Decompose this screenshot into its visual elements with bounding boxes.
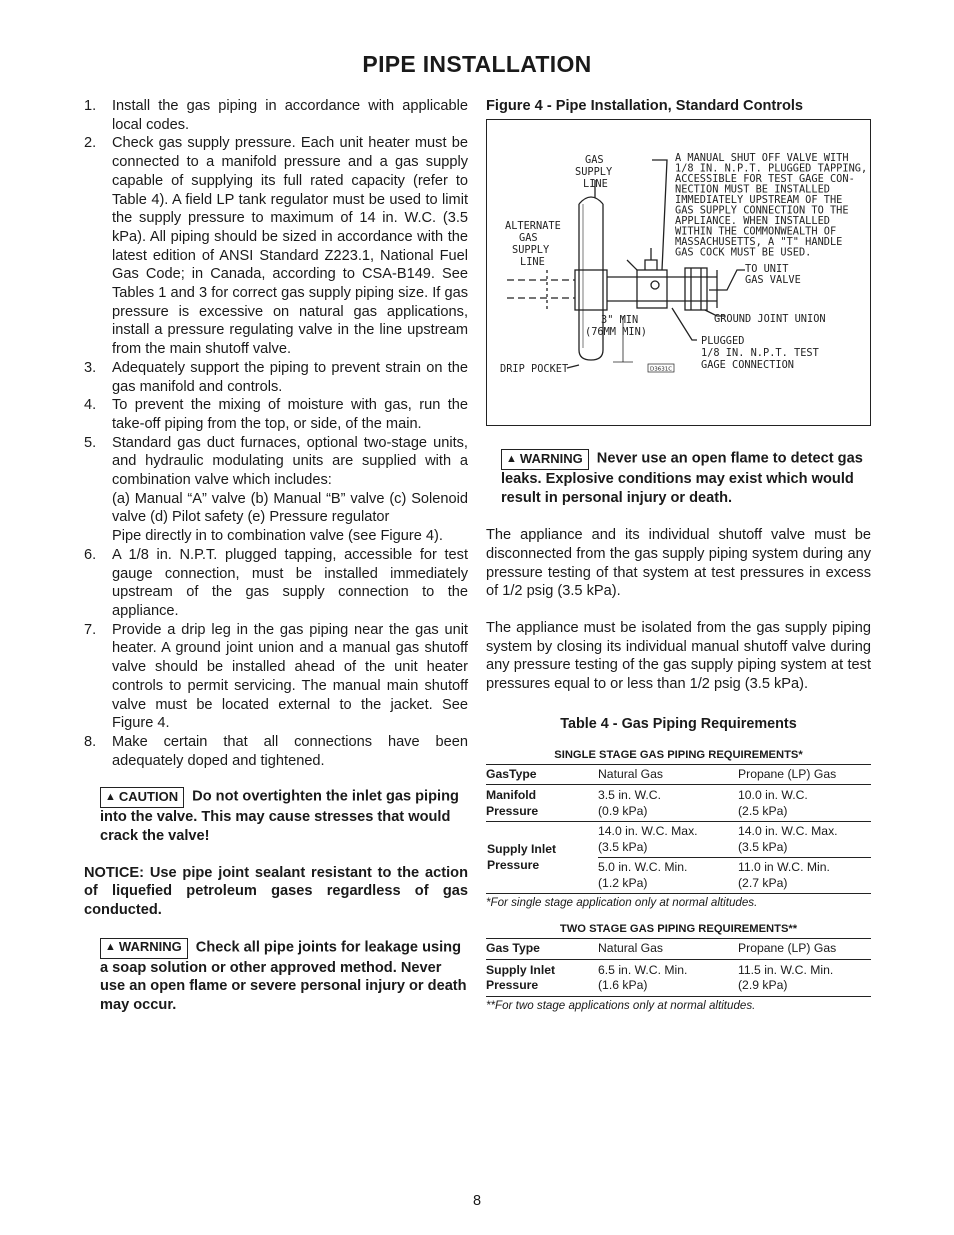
figure-label: GAS bbox=[519, 232, 538, 244]
caution-badge-label: CAUTION bbox=[118, 789, 179, 805]
figure-label: TO UNIT bbox=[745, 263, 789, 275]
cell-line: 5.0 in. W.C. Min. bbox=[598, 860, 688, 875]
page-number: 8 bbox=[472, 1193, 482, 1209]
step-number: 7. bbox=[84, 621, 97, 638]
table-row bbox=[486, 959, 871, 996]
table-cell bbox=[738, 822, 871, 858]
step-number: 1. bbox=[84, 98, 97, 114]
table-cell bbox=[598, 785, 738, 822]
paragraph: The appliance must be isolated from the gas supply piping system by closing its individual manual shutoff valve during any pressure testing of the gas supply piping system at test pressures equal to or less than 1/2 psig (3.5 kPa). bbox=[486, 620, 871, 693]
warning-callout bbox=[486, 449, 871, 507]
cell-line: 11.0 in W.C. Min. bbox=[738, 860, 830, 875]
right-column bbox=[486, 97, 871, 116]
table-cell bbox=[598, 858, 738, 894]
list-item bbox=[84, 546, 468, 621]
table-title: Table 4 - Gas Piping Requirements bbox=[560, 715, 797, 732]
cell-line: (1.2 kPa) bbox=[598, 875, 648, 890]
cell-line: 14.0 in. W.C. Max. bbox=[598, 824, 698, 839]
table-cell bbox=[598, 959, 738, 996]
list-item bbox=[84, 621, 468, 733]
pipe-diagram bbox=[487, 120, 870, 425]
cell-line: (2.7 kPa) bbox=[738, 875, 788, 890]
row-label-text: Supply Inlet Pressure bbox=[487, 842, 557, 872]
row-label bbox=[486, 959, 598, 996]
warning-badge-label: WARNING bbox=[519, 450, 583, 466]
figure-label: GAS SUPPLY CONNECTION TO THE bbox=[675, 204, 849, 217]
list-item bbox=[84, 396, 468, 433]
step-text: To prevent the mixing of moisture with gas, run the take-off piping from the top, or side, of the main. bbox=[112, 397, 468, 432]
figure-caption: Figure 4 - Pipe Installation, Standard Controls bbox=[486, 98, 804, 114]
cell-line: (1.6 kPa) bbox=[598, 978, 648, 993]
right-lower bbox=[486, 449, 871, 1012]
cell-line: (2.9 kPa) bbox=[738, 978, 788, 993]
step-text: Check gas supply pressure. Each unit heater must be connected to a manifold pressure and a gas supply capable of supplying its full rated capacity (refer to Table 4). A field LP tank regulator must be used to limit the supply pressure to maximum of 14 in. W.C. (3.5 kPa). All piping should be sized in accordance with the latest edition of ANSI Standard Z223.1, National Fuel Gas Code; in Canada, according to CSA-B149. See Tables 1 and 3 for correct gas supply piping size. If gas pressure is excessive on natural gas applications, install a pressure regulating valve in the line upstream from the main shutoff valve. bbox=[112, 135, 468, 358]
cell-line: (3.5 kPa) bbox=[738, 839, 788, 854]
figure-label: PLUGGED bbox=[701, 335, 745, 347]
figure-label: GAS COCK MUST BE USED. bbox=[675, 246, 812, 259]
warning-badge bbox=[501, 449, 589, 470]
step-text: Adequately support the piping to prevent strain on the gas manifold and controls. bbox=[112, 359, 468, 395]
figure-label: IMMEDIATELY UPSTREAM OF THE bbox=[675, 194, 843, 206]
figure-label: GAGE CONNECTION bbox=[701, 359, 794, 371]
step-number: 6. bbox=[84, 546, 97, 563]
table-header: GasType bbox=[486, 766, 537, 781]
warning-text: Never use an open flame to detect gas leaks. Explosive conditions may exist which would result in personal injury or death. bbox=[501, 450, 863, 506]
figure-label: NECTION MUST BE INSTALLED bbox=[675, 183, 830, 196]
cell-line: (3.5 kPa) bbox=[598, 839, 648, 854]
table-header: Natural Gas bbox=[598, 766, 664, 781]
table-cell bbox=[598, 822, 738, 858]
table-header: Propane (LP) Gas bbox=[738, 766, 837, 781]
table-header: Propane (LP) Gas bbox=[738, 941, 837, 956]
table-cell bbox=[738, 785, 871, 822]
cell-line: 3.5 in. W.C. bbox=[598, 788, 661, 803]
cell-line: 14.0 in. W.C. Max. bbox=[738, 824, 838, 839]
figure-label: GROUND JOINT UNION bbox=[714, 313, 826, 325]
page-title: PIPE INSTALLATION bbox=[362, 51, 592, 77]
step-number: 3. bbox=[84, 359, 97, 376]
figure-label: SUPPLY bbox=[512, 244, 550, 256]
caution-callout bbox=[84, 787, 468, 845]
figure-label: LINE bbox=[520, 256, 545, 268]
cell-line: 11.5 in. W.C. Min. bbox=[738, 962, 834, 977]
figure-label: GAS VALVE bbox=[745, 274, 801, 286]
figure-label: 3" MIN bbox=[601, 314, 639, 326]
step-number: 8. bbox=[84, 733, 97, 750]
figure-label: SUPPLY bbox=[575, 166, 613, 178]
valve-components: (a) Manual “A” valve (b) Manual “B” valve (c) Solenoid valve (d) Pilot safety (e) Pressure regulator bbox=[112, 490, 468, 526]
two-stage-table bbox=[486, 938, 871, 997]
caution-badge bbox=[100, 787, 184, 808]
warning-triangle-icon: ▲ bbox=[105, 941, 116, 954]
figure-label: APPLIANCE. WHEN INSTALLED bbox=[675, 215, 830, 227]
single-stage-table bbox=[486, 764, 871, 895]
cell-line: 10.0 in. W.C. bbox=[738, 788, 808, 803]
table-cell bbox=[738, 858, 871, 894]
warning-triangle-icon: ▲ bbox=[506, 452, 517, 465]
list-item bbox=[84, 434, 468, 546]
figure-label: A MANUAL SHUT OFF VALVE WITH bbox=[675, 152, 849, 164]
figure-label: MASSACHUSETTS, A "T" HANDLE bbox=[675, 236, 843, 248]
table-header: Natural Gas bbox=[598, 941, 664, 956]
figure-label: (76MM MIN) bbox=[585, 326, 647, 338]
table-header: Gas Type bbox=[486, 941, 540, 956]
step-number: 4. bbox=[84, 397, 97, 414]
notice-text: NOTICE: Use pipe joint sealant resistant to the action of liquefied petroleum gases regardless of gas conducted. bbox=[84, 864, 468, 918]
table-caption: TWO STAGE GAS PIPING REQUIREMENTS** bbox=[559, 923, 798, 936]
warning-badge bbox=[100, 938, 188, 959]
step-number: 2. bbox=[84, 135, 97, 152]
table-row bbox=[486, 785, 871, 822]
table-header-row bbox=[486, 939, 871, 960]
figure-label: 1/8 IN. N.P.T. PLUGGED TAPPING, bbox=[675, 162, 868, 175]
paragraph: The appliance and its individual shutoff valve must be disconnected from the gas supply piping system during any pressure testing of that system at test pressures in excess of 1/2 psig (3.5 kPa). bbox=[486, 527, 871, 600]
figure-label: ALTERNATE bbox=[505, 220, 561, 232]
step-text: Provide a drip leg in the gas piping near the gas unit heater. A ground joint union and a manual gas shutoff valve should be installed ahead of the unit heater controls to permit servicing. The manual main shutoff valve must be located external to the jacket. See Figure 4. bbox=[112, 621, 468, 732]
row-label-text: Manifold Pressure bbox=[486, 788, 539, 818]
table-header-row bbox=[486, 764, 871, 785]
figure-label: DRIP POCKET bbox=[500, 363, 569, 375]
row-label bbox=[486, 785, 598, 822]
warning-text: Check all pipe joints for leakage using a soap solution or other approved method. Never use an open flame or severe personal injury or death may occur. bbox=[100, 939, 467, 1013]
step-text: Make certain that all connections have been adequately doped and tightened. bbox=[112, 733, 468, 769]
warning-triangle-icon: ▲ bbox=[105, 791, 116, 804]
cell-line: (0.9 kPa) bbox=[598, 803, 648, 818]
step-text: Standard gas duct furnaces, optional two-stage units, and hydraulic modulating units are supplied with a combination valve which includes: bbox=[112, 434, 468, 489]
caution-text: Do not overtighten the inlet gas piping into the valve. This may cause stresses that would crack the valve! bbox=[100, 789, 459, 844]
table-cell bbox=[738, 959, 871, 996]
figure-label: GAS bbox=[585, 154, 604, 166]
table-caption: SINGLE STAGE GAS PIPING REQUIREMENTS* bbox=[554, 748, 803, 761]
step-text: A 1/8 in. N.P.T. plugged tapping, accessible for test gauge connection, must be installed immediately upstream of the gas supply connection to the appliance. bbox=[112, 546, 468, 619]
warning-badge-label: WARNING bbox=[118, 939, 182, 955]
figure-label: LINE bbox=[583, 178, 608, 190]
row-label bbox=[486, 822, 598, 894]
figure-label: 1/8 IN. N.P.T. TEST bbox=[701, 347, 819, 359]
list-item bbox=[84, 97, 468, 134]
cell-line: (2.5 kPa) bbox=[738, 803, 788, 818]
left-column bbox=[84, 97, 468, 1014]
figure-label: WITHIN THE COMMONWEALTH OF bbox=[675, 225, 837, 238]
table-footnote: **For two stage applications only at normal altitudes. bbox=[486, 998, 756, 1012]
step-number: 5. bbox=[84, 434, 97, 451]
table-footnote: *For single stage application only at normal altitudes. bbox=[486, 896, 758, 910]
list-item bbox=[84, 733, 468, 770]
figure-label: ACCESSIBLE FOR TEST GAGE CON- bbox=[675, 173, 855, 185]
warning-callout bbox=[84, 938, 468, 1015]
table-row bbox=[486, 822, 871, 858]
cell-line: 6.5 in. W.C. Min. bbox=[598, 962, 688, 977]
figure-code: D3631C bbox=[650, 366, 673, 373]
step-subnote: Pipe directly in to combination valve (see Figure 4). bbox=[112, 528, 443, 545]
row-label-text: Supply Inlet Pressure bbox=[486, 962, 556, 993]
list-item bbox=[84, 134, 468, 358]
figure-pipe-installation bbox=[486, 119, 871, 426]
list-item bbox=[84, 359, 468, 396]
step-text: Install the gas piping in accordance with applicable local codes. bbox=[112, 98, 468, 133]
